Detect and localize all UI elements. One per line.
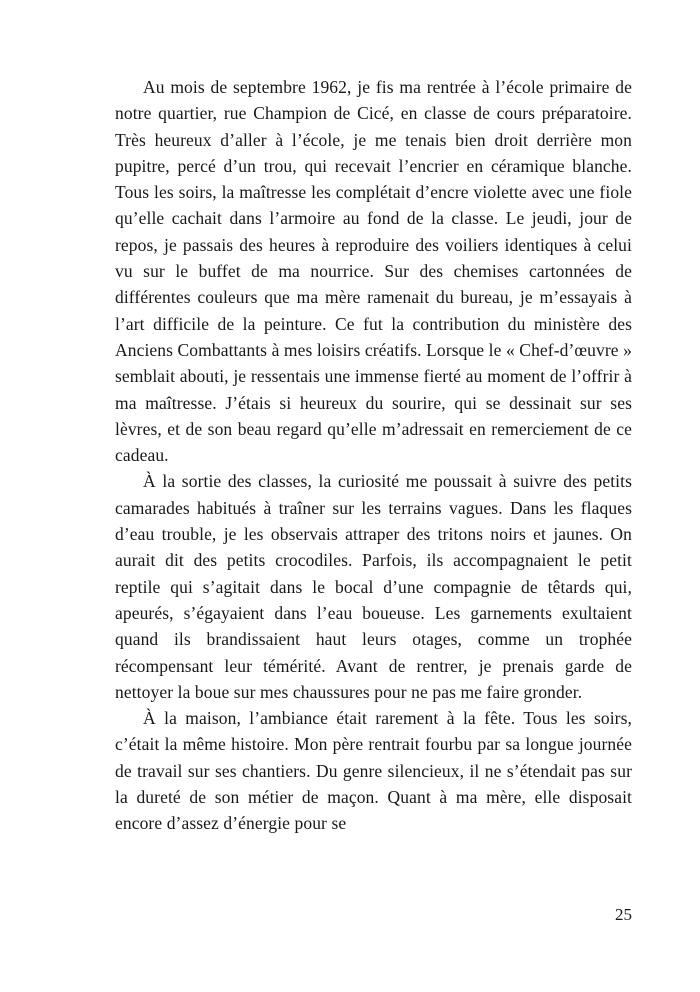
paragraph-1: Au mois de septembre 1962, je fis ma rentrée à l’école primaire de notre quartier, rue Champion de Cicé, en classe de cours préparatoire. Très heureux d’aller à l’école, je me tenais bien droit derrière mon pupitre, percé d’un trou, qui recevait l’encrier en céramique blanche. Tous les soirs, la maîtresse les complétait d’encre violette avec une fiole qu’elle cachait dans l’armoire au fond de la classe. Le jeudi, jour de repos, je passais des heures à reproduire des voiliers identiques à celui vu sur le buffet de ma nourrice. Sur des chemises cartonnées de différentes couleurs que ma mère ramenait du bureau, je m’essayais à l’art difficile de la peinture. Ce fut la contribution du ministère des Anciens Combattants à mes loisirs créatifs. Lorsque le « Chef-d’œuvre » semblait abouti, je ressentais une immense fierté au moment de l’offrir à ma maîtresse. J’étais si heureux du sourire, qui se dessinait sur ses lèvres, et de son beau regard qu’elle m’adressait en remerciement de ce cadeau. (115, 77, 632, 466)
text-block (115, 74, 632, 837)
paragraph-2: À la sortie des classes, la curiosité me poussait à suivre des petits camarades habitués à traîner sur les terrains vagues. Dans les flaques d’eau trouble, je les observais attraper des tritons noirs et jaunes. On aurait dit des petits crocodiles. Parfois, ils accompagnaient le petit reptile qui s’agitait dans le bocal d’une compagnie de têtards qui, apeurés, s’égayaient dans l’eau boueuse. Les garnements exultaient quand ils brandissaient haut leurs otages, comme un trophée récompensant leur témérité. Avant de rentrer, je prenais garde de nettoyer la boue sur mes chaussures pour ne pas me faire gronder. (115, 471, 632, 702)
paragraph-3: À la maison, l’ambiance était rarement à la fête. Tous les soirs, c’était la même histoire. Mon père rentrait fourbu par sa longue journée de travail sur ses chantiers. Du genre silencieux, il ne s’étendait pas sur la dureté de son métier de maçon. Quant à ma mère, elle disposait encore d’assez d’énergie pour se (115, 708, 632, 834)
page-number: 25 (615, 905, 632, 924)
